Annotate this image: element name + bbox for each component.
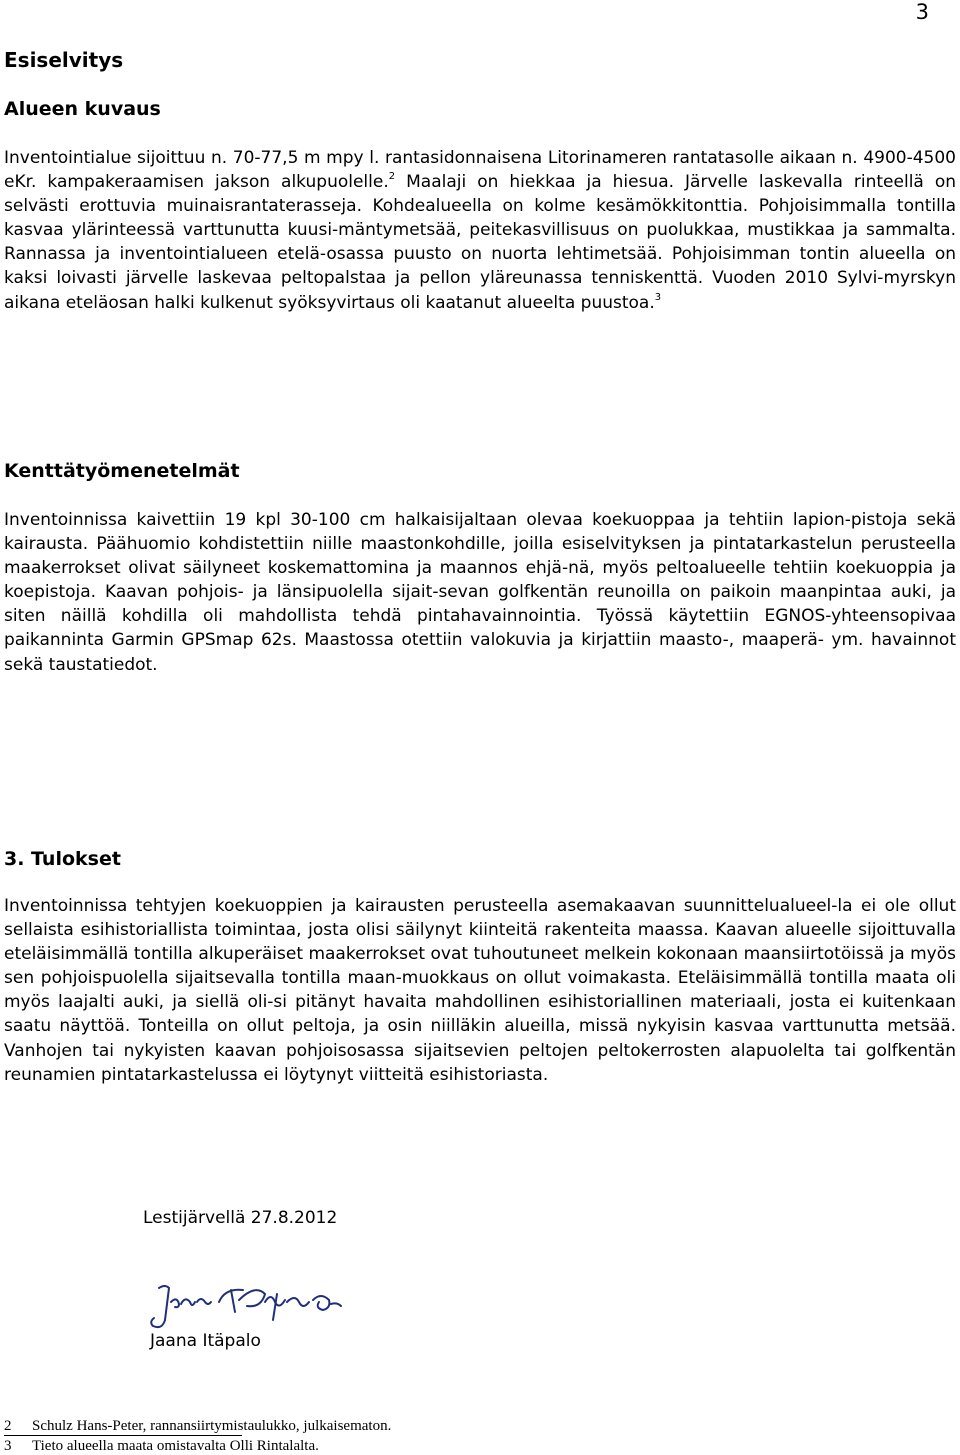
paragraph-kenttatyomenetelmat: Inventoinnissa kaivettiin 19 kpl 30-100 cm halkaisijaltaan olevaa koekuoppaa ja tehtiin lapion-pistoja sekä kairausta. Päähuomio kohdistettiin niille maastonkohdille, joilla esiselvityksen ja pintatarkastelun perusteella maakerrokset olivat säilyneet koskemattomina ja maannos ehjä-nä, myös peltoalueelle tehtiin koekuoppia ja koepistoja. Kaavan pohjois- ja länsipuolella sijait-sevan golfkentän reunoilla on paikoin maanpintaa auki, ja siten näillä kohdilla oli mahdollista tehdä pintahavainnointia. Työssä käytettiin EGNOS-yhteensopivaa paikanninta Garmin GPSmap 62s. Maastossa otettiin valokuvia ja kirjattiin maasto-, maaperä- ym. havainnot sekä taustatiedot. xyxy=(4,510,956,675)
subheading-alueen-kuvaus: Alueen kuvaus xyxy=(4,98,161,120)
footnote-text: Tieto alueella maata omistavalta Olli Rintalalta. xyxy=(32,1438,319,1454)
footnote-3 xyxy=(4,1437,319,1455)
footnote-2 xyxy=(4,1417,391,1435)
paragraph-text: Inventointialue sijoittuu n. 70-77,5 m mpy l. rantasidonnaisena Litorinameren rantatasolle aikaan n. 4900-4500 eKr. kampakeraamisen jakson alkupuolelle. xyxy=(4,148,956,193)
footnote-separator xyxy=(4,1435,242,1436)
paragraph-text: Maalaji on hiekkaa ja hiesua. Järvelle laskevalla rinteellä on selvästi erottuvia muinaisrantaterasseja. Kohdealueella on kolme kesämökkitonttia. Pohjoisimmalla tontilla kasvaa ylärinteessä varttunutta kuusi-mäntymetsää, peitekasvillisuus on puolukkaa, mustikkaa ja sammalta. Rannassa ja inventointialueen etelä-osassa puusto on nuorta lehtimetsää. Pohjoisimman tontin alueella on kaksi loivasti järvelle laskevaa peltopalstaa ja pellon yläreunassa tenniskenttä. Vuoden 2010 Sylvi-myrskyn aikana eteläosan halki kulkenut syöksyvirtaus oli kaatanut alueelta puustoa. xyxy=(4,172,956,313)
footnote-reference: 2 xyxy=(388,171,396,183)
signer-name: Jaana Itäpalo xyxy=(150,1331,261,1351)
section-heading-esiselvitys: Esiselvitys xyxy=(4,48,124,72)
subheading-kenttatyomenetelmat: Kenttätyömenetelmät xyxy=(4,460,240,482)
footnote-number: 3 xyxy=(4,1438,12,1454)
page-number: 3 xyxy=(915,0,929,24)
paragraph-alueen-kuvaus xyxy=(4,146,956,315)
place-and-date: Lestijärvellä 27.8.2012 xyxy=(143,1208,338,1228)
footnote-reference: 3 xyxy=(654,291,662,303)
handwritten-signature xyxy=(145,1280,355,1335)
section-heading-tulokset: 3. Tulokset xyxy=(4,848,121,870)
paragraph-tulokset: Inventoinnissa tehtyjen koekuoppien ja kairausten perusteella asemakaavan suunnittelualueel-la ei ole ollut sellaista esihistoriallista toimintaa, josta olisi säilynyt kiinteitä rakenteita maassa. Kaavan alueelle sijoittuvalla eteläisimmällä tontilla alkuperäiset maakerrokset ovat tuhoutuneet melkein kokonaan maansiirtotöissä ja myös sen pohjoispuolella sijaitsevalla tontilla maan-muokkaus on ollut voimakasta. Eteläisimmällä tontilla maata oli myös laajalti auki, ja siellä oli-si pitänyt havaita mahdollinen esihistoriallinen materiaali, josta ei kuitenkaan saatu näyttöä. Tonteilla on ollut peltoja, ja osin niilläkin alueilla, missä nykyisin kasvaa varttunutta metsää. Vanhojen tai nykyisten kaavan pohjoisosassa sijaitsevien peltojen peltokerrosten alapuolelta tai golfkentän reunamien pintatarkastelussa ei löytynyt viitteitä esihistoriasta. xyxy=(4,896,956,1085)
footnote-number: 2 xyxy=(4,1418,12,1434)
footnote-text: Schulz Hans-Peter, rannansiirtymistaulukko, julkaisematon. xyxy=(32,1418,392,1434)
